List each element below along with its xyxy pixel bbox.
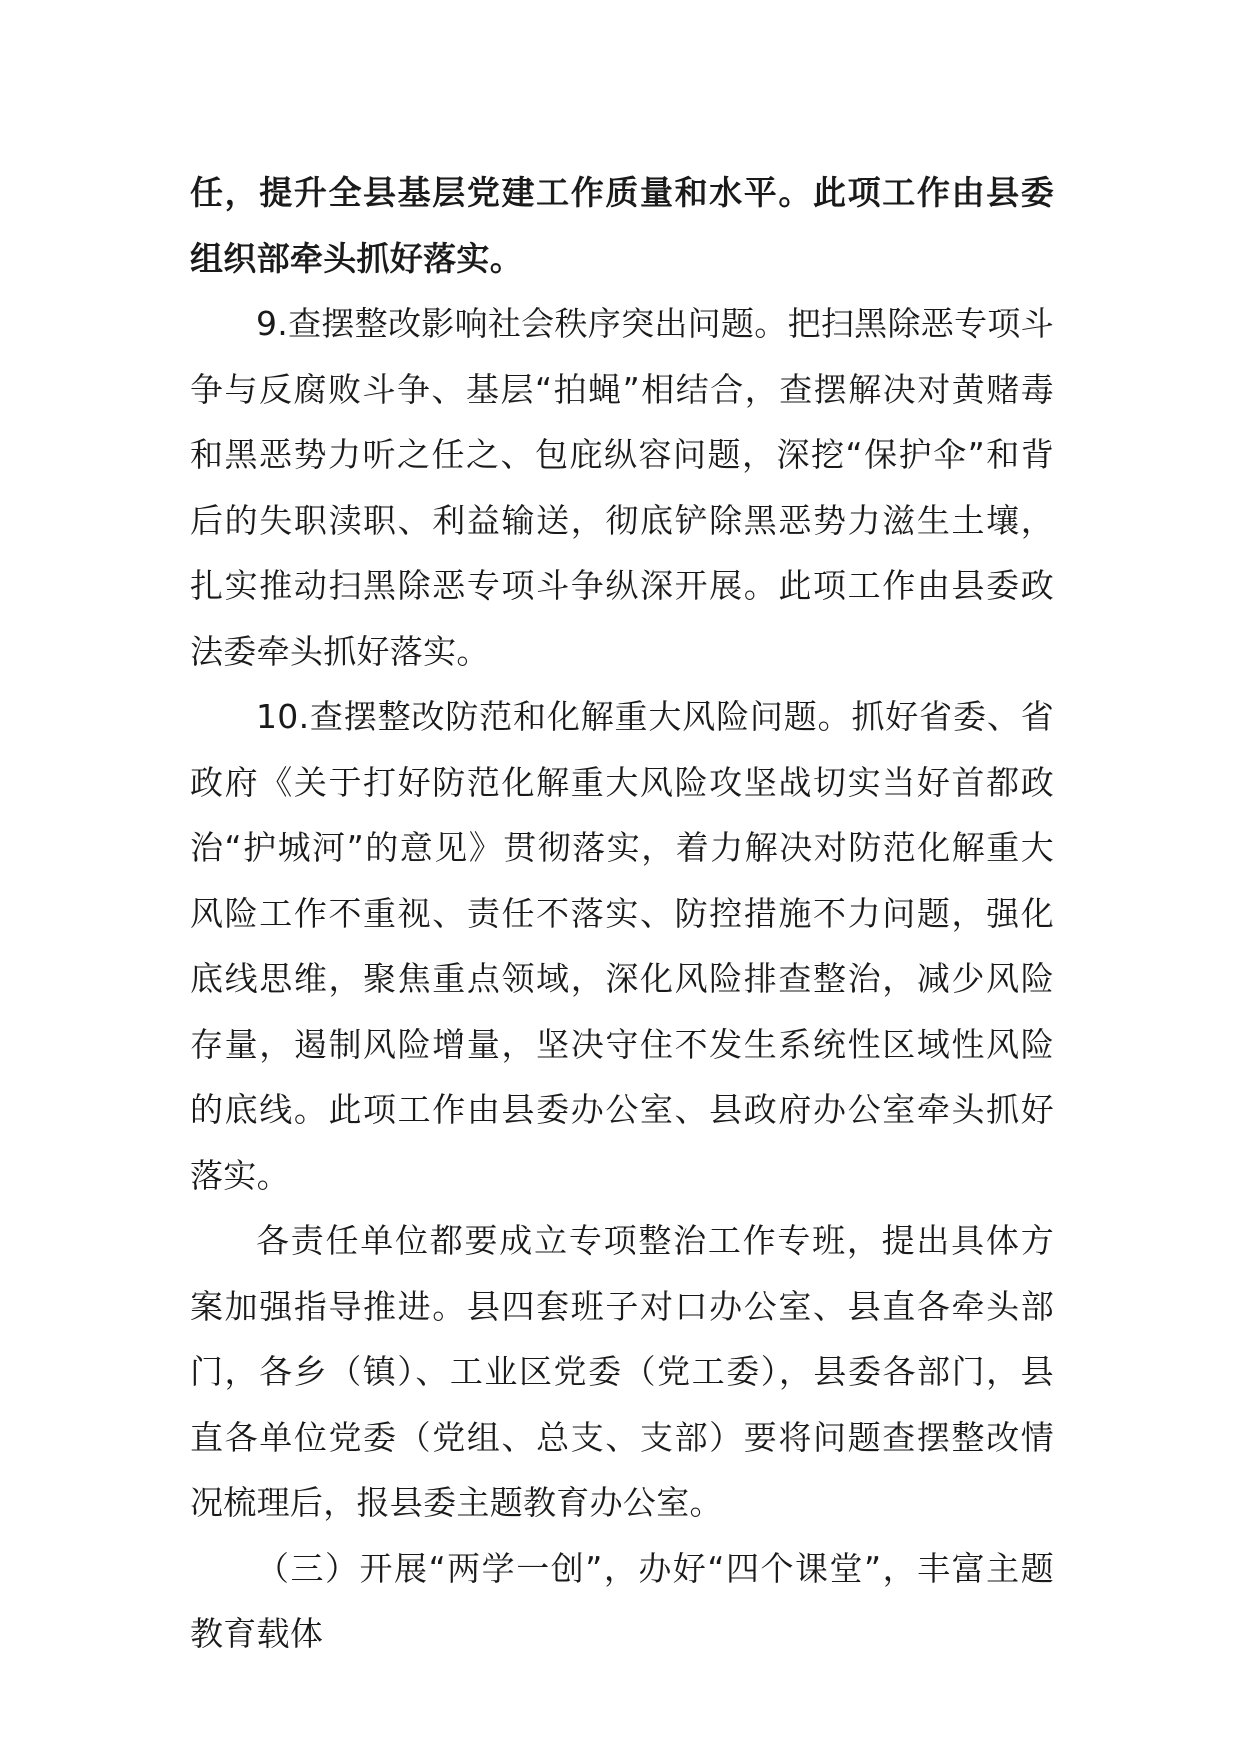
document-page [190, 160, 1054, 1667]
paragraph-continuation: 任，提升全县基层党建工作质量和水平。此项工作由县委组织部牵头抓好落实。 [190, 173, 1054, 278]
paragraph-item-10: 10.查摆整改防范和化解重大风险问题。抓好省委、省政府《关于打好防范化解重大风险攻坚战切实当好首都政治“护城河”的意见》贯彻落实，着力解决对防范化解重大风险工作不重视、责任不落实、防控措施不力问题，强化底线思维，聚焦重点领域，深化风险排查整治，减少风险存量，遏制风险增量，坚决守住不发生系统性区域性风险的底线。此项工作由县委办公室、县政府办公室牵头抓好落实。 [190, 697, 1054, 1195]
section-heading-three: （三）开展“两学一创”，办好“四个课堂”，丰富主题教育载体 [190, 1548, 1054, 1653]
paragraph-responsibility: 各责任单位都要成立专项整治工作专班，提出具体方案加强指导推进。县四套班子对口办公室、县直各牵头部门，各乡（镇）、工业区党委（党工委），县委各部门，县直各单位党委（党组、总支、支部）要将问题查摆整改情况梳理后，报县委主题教育办公室。 [190, 1221, 1054, 1522]
paragraph-item-9: 9.查摆整改影响社会秩序突出问题。把扫黑除恶专项斗争与反腐败斗争、基层“拍蝇”相结合，查摆解决对黄赌毒和黑恶势力听之任之、包庇纵容问题，深挖“保护伞”和背后的失职渎职、利益输送，彻底铲除黑恶势力滋生土壤，扎实推动扫黑除恶专项斗争纵深开展。此项工作由县委政法委牵头抓好落实。 [190, 304, 1054, 671]
